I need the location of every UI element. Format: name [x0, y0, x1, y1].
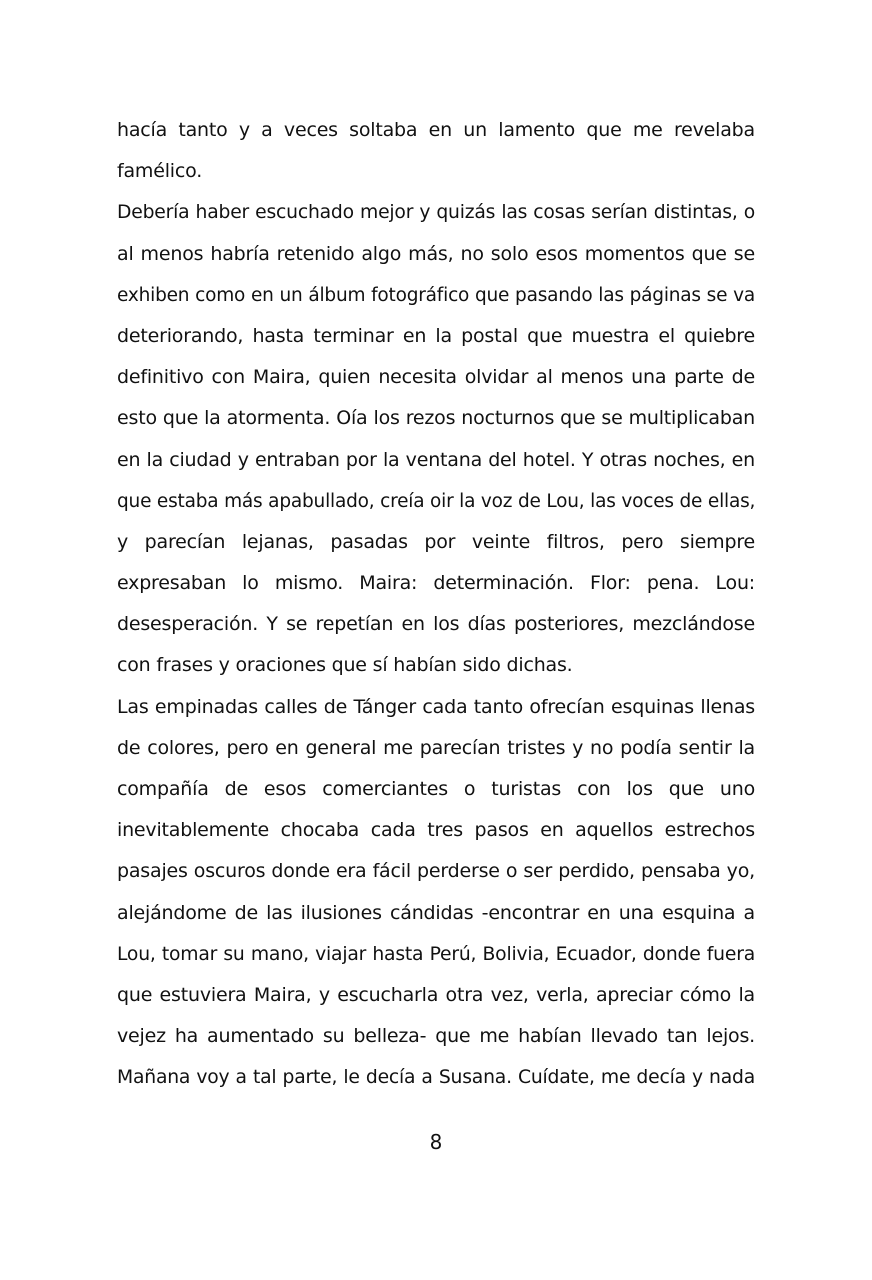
text-line: exhiben como en un álbum fotográfico que pasando las páginas se va — [117, 284, 755, 306]
text-line: Lou, tomar su mano, viajar hasta Perú, Bolivia, Ecuador, donde fuera — [117, 943, 755, 965]
paragraph-3 — [117, 687, 755, 1099]
text-line: vejez ha aumentado su belleza- que me habían llevado tan lejos. — [117, 1025, 755, 1048]
text-line: expresaban lo mismo. Maira: determinación. Flor: pena. Lou: — [117, 572, 755, 595]
text-line: con frases y oraciones que sí habían sido dichas. — [117, 654, 573, 677]
text-line: que estaba más apabullado, creía oir la voz de Lou, las voces de ellas, — [117, 490, 756, 512]
text-line: que estuviera Maira, y escucharla otra vez, verla, apreciar cómo la — [117, 983, 755, 1006]
text-line: Las empinadas calles de Tánger cada tanto ofrecían esquinas llenas — [117, 695, 755, 718]
text-line: compañía de esos comerciantes o turistas con los que uno — [117, 778, 755, 800]
page-number: 8 — [429, 1130, 443, 1154]
text-line: en la ciudad y entraban por la ventana del hotel. Y otras noches, en — [117, 448, 755, 471]
paragraph-2 — [117, 192, 755, 686]
text-line: Debería haber escuchado mejor y quizás las cosas serían distintas, o — [117, 202, 755, 224]
paragraph-1 — [117, 110, 755, 192]
page-body-text — [117, 110, 755, 1099]
text-line: alejándome de las ilusiones cándidas -encontrar en una esquina a — [117, 901, 755, 924]
text-line: definitivo con Maira, quien necesita olvidar al menos una parte de — [117, 366, 755, 389]
text-line: pasajes oscuros donde era fácil perderse o ser perdido, pensaba yo, — [117, 860, 755, 883]
text-line: y parecían lejanas, pasadas por veinte filtros, pero siempre — [117, 530, 755, 553]
text-line: famélico. — [117, 160, 203, 183]
text-line: inevitablemente chocaba cada tres pasos en aquellos estrechos — [117, 819, 755, 842]
text-line: hacía tanto y a veces soltaba en un lamento que me revelaba — [117, 119, 755, 141]
text-line: de colores, pero en general me parecían tristes y no podía sentir la — [117, 736, 755, 759]
text-line: al menos habría retenido algo más, no solo esos momentos que se — [117, 242, 755, 265]
text-line: deteriorando, hasta terminar en la postal que muestra el quiebre — [117, 324, 755, 347]
text-line: Mañana voy a tal parte, le decía a Susana. Cuídate, me decía y nada — [117, 1067, 755, 1089]
text-line: esto que la atormenta. Oía los rezos nocturnos que se multiplicaban — [117, 407, 755, 430]
text-line: desesperación. Y se repetían en los días posteriores, mezclándose — [117, 613, 755, 636]
